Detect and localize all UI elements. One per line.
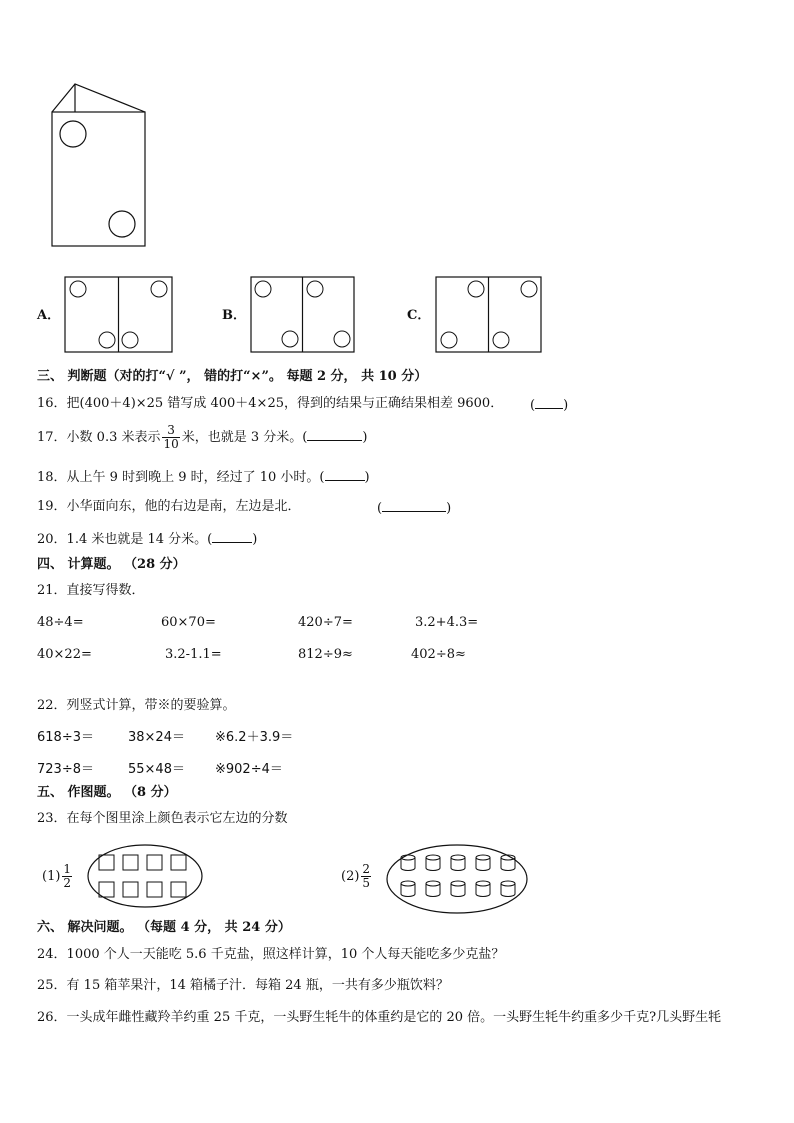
section6-title: 六、 解决问题。 （每题 4 分， 共 24 分） xyxy=(37,920,291,935)
question-18 xyxy=(37,468,370,486)
calc-r3-c3: ※6.2＋3.9＝ xyxy=(215,730,294,745)
calc-r1-c3: 420÷7= xyxy=(298,615,353,630)
question-18-text: 18．从上午 9 时到晚上 9 时，经过了 10 小时。( xyxy=(37,470,325,485)
paren-close: ) xyxy=(362,430,368,445)
figure-2-cylinders[interactable] xyxy=(385,843,529,915)
question-16-text: 16．把(400＋4)×25 错写成 400＋4×25，得到的结果与正确结果相差 9600． xyxy=(37,396,504,411)
figure-1-label xyxy=(42,862,74,892)
paren-open: ( xyxy=(530,398,536,413)
question-16 xyxy=(37,396,503,412)
calc-r3-c1: 618÷3＝ xyxy=(37,730,94,745)
calc-r1-c4: 3.2+4.3= xyxy=(415,615,479,630)
calc-r1-c1: 48÷4= xyxy=(37,615,84,630)
answer-18[interactable] xyxy=(325,468,365,481)
option-c-label: C． xyxy=(407,308,431,323)
answer-16[interactable] xyxy=(530,396,568,414)
fraction-3-10: $\frac{3}{10}$ xyxy=(163,423,179,451)
paren-close: ) xyxy=(252,532,258,547)
section4-title: 四、 计算题。 （28 分） xyxy=(37,557,186,572)
option-a-figure xyxy=(64,276,174,354)
fraction-1-2: $\frac{1}{2}$ xyxy=(63,862,72,890)
paren-close: ) xyxy=(563,398,569,413)
answer-17[interactable] xyxy=(307,428,362,441)
answer-20[interactable] xyxy=(212,530,252,543)
figure-2-number: (2) xyxy=(341,869,360,884)
question-26: 26．一头成年雌性藏羚羊约重 25 千克，一头野生牦牛的体重约是它的 20 倍。一头野生牦牛约重多少千克?几头野生牦 xyxy=(37,1010,722,1025)
question-20 xyxy=(37,530,257,548)
calc-r2-c1: 40×22= xyxy=(37,647,92,662)
calc-r4-c1: 723÷8＝ xyxy=(37,762,94,777)
calc-r4-c3: ※902÷4＝ xyxy=(215,762,283,777)
calc-r2-c2: 3.2-1.1= xyxy=(165,647,222,662)
figure-1-number: (1) xyxy=(42,869,61,884)
question-25: 25．有 15 箱苹果汁，14 箱橘子汁．每箱 24 瓶，一共有多少瓶饮料？ xyxy=(37,978,449,993)
calc-r1-c2: 60×70= xyxy=(161,615,216,630)
option-a-label: A． xyxy=(37,308,61,323)
paren-close: ) xyxy=(364,470,370,485)
question-17-post: 米，也就是 3 分米。( xyxy=(181,430,308,445)
paren-close: ) xyxy=(446,501,452,516)
question-21: 21．直接写得数． xyxy=(37,583,145,598)
calc-r2-c3: 812÷9≈ xyxy=(298,647,353,662)
paren-open: ( xyxy=(377,501,383,516)
question-17 xyxy=(37,423,367,453)
answer-19[interactable] xyxy=(377,499,451,517)
section3-title: 三、 判断题（对的打“√ ”， 错的打“×”。 每题 2 分， 共 10 分） xyxy=(37,369,428,384)
question-20-text: 20．1.4 米也就是 14 分米。( xyxy=(37,532,213,547)
option-b-label: B． xyxy=(222,308,246,323)
question-23: 23．在每个图里涂上颜色表示它左边的分数 xyxy=(37,811,288,826)
question-24: 24．1000 个人一天能吃 5.6 千克盐，照这样计算，10 个人每天能吃多少克盐？ xyxy=(37,947,505,962)
figure-2-label xyxy=(341,862,373,892)
question-19-text: 19．小华面向东，他的右边是南，左边是北． xyxy=(37,499,301,514)
calc-r3-c2: 38×24＝ xyxy=(128,730,185,745)
folded-card-figure xyxy=(44,80,154,252)
question-19 xyxy=(37,499,301,515)
question-17-pre: 17．小数 0.3 米表示 xyxy=(37,430,161,445)
section5-title: 五、 作图题。 （8 分） xyxy=(37,785,177,800)
calc-r2-c4: 402÷8≈ xyxy=(411,647,466,662)
fraction-2-5: $\frac{2}{5}$ xyxy=(362,862,371,890)
option-b-figure xyxy=(250,276,356,354)
figure-1-squares[interactable] xyxy=(86,843,204,909)
option-c-figure xyxy=(435,276,543,354)
calc-r4-c2: 55×48＝ xyxy=(128,762,185,777)
question-22: 22．列竖式计算，带※的要验算。 xyxy=(37,698,236,713)
